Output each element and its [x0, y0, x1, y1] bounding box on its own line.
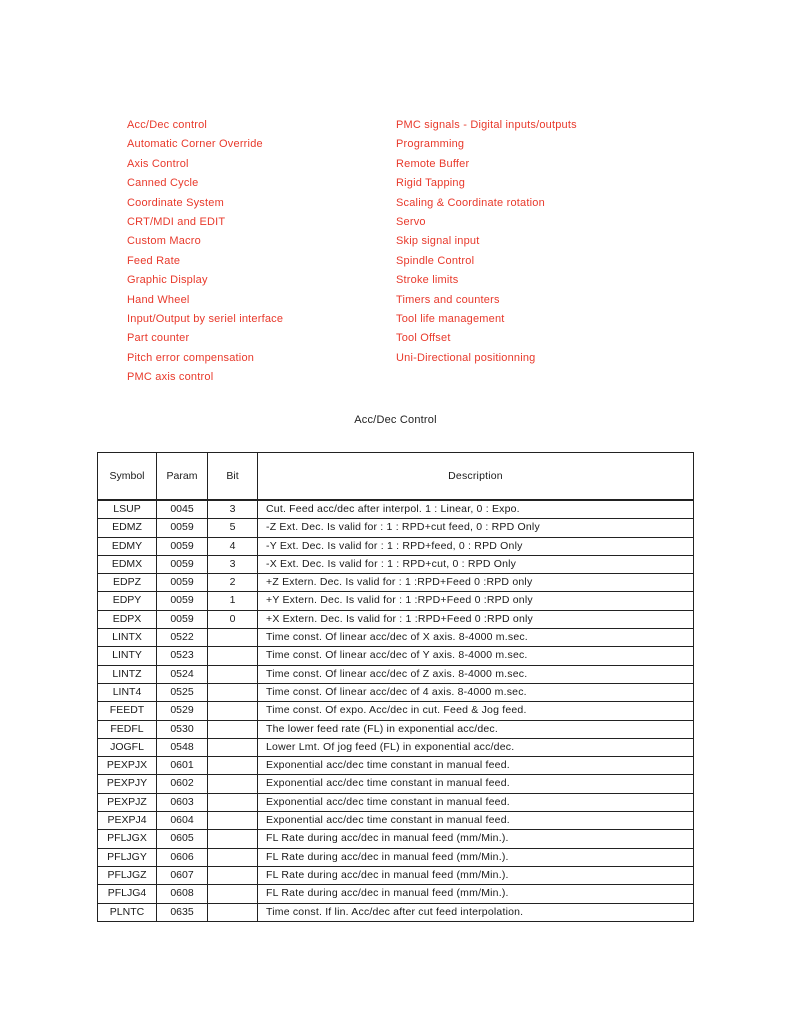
- cell-symbol: EDMY: [98, 537, 157, 555]
- topic-link[interactable]: Servo: [396, 215, 426, 228]
- topic-link[interactable]: Tool life management: [396, 312, 505, 325]
- cell-bit: [208, 812, 258, 830]
- cell-bit: [208, 775, 258, 793]
- table-row: [98, 574, 694, 592]
- table-row: [98, 665, 694, 683]
- cell-bit: 1: [208, 592, 258, 610]
- cell-bit: 4: [208, 537, 258, 555]
- cell-param: 0522: [157, 629, 208, 647]
- table-row: [98, 812, 694, 830]
- cell-bit: [208, 793, 258, 811]
- cell-param: 0602: [157, 775, 208, 793]
- cell-bit: [208, 866, 258, 884]
- table-row: [98, 720, 694, 738]
- cell-symbol: EDMX: [98, 555, 157, 573]
- cell-bit: [208, 848, 258, 866]
- cell-description: Exponential acc/dec time constant in manual feed.: [258, 757, 694, 775]
- cell-param: 0605: [157, 830, 208, 848]
- cell-param: 0059: [157, 555, 208, 573]
- topic-link[interactable]: CRT/MDI and EDIT: [127, 215, 226, 228]
- cell-param: 0606: [157, 848, 208, 866]
- topic-link[interactable]: Feed Rate: [127, 254, 181, 267]
- cell-symbol: LINT4: [98, 683, 157, 701]
- cell-symbol: LINTX: [98, 629, 157, 647]
- topic-link[interactable]: Input/Output by seriel interface: [127, 312, 284, 325]
- table-row: [98, 592, 694, 610]
- cell-symbol: PFLJGX: [98, 830, 157, 848]
- cell-bit: 2: [208, 574, 258, 592]
- cell-param: 0603: [157, 793, 208, 811]
- cell-param: 0530: [157, 720, 208, 738]
- cell-symbol: LINTZ: [98, 665, 157, 683]
- topic-index-left-column: [127, 116, 283, 387]
- table-row: [98, 793, 694, 811]
- table-row: [98, 555, 694, 573]
- cell-description: Cut. Feed acc/dec after interpol. 1 : Linear, 0 : Expo.: [258, 500, 694, 519]
- cell-bit: [208, 665, 258, 683]
- table-row: [98, 683, 694, 701]
- cell-param: 0635: [157, 903, 208, 921]
- table-row: [98, 647, 694, 665]
- cell-param: 0059: [157, 574, 208, 592]
- cell-description: Exponential acc/dec time constant in manual feed.: [258, 793, 694, 811]
- cell-param: 0059: [157, 537, 208, 555]
- table-row: [98, 738, 694, 756]
- cell-param: 0525: [157, 683, 208, 701]
- cell-symbol: PEXPJY: [98, 775, 157, 793]
- cell-description: FL Rate during acc/dec in manual feed (mm/Min.).: [258, 885, 694, 903]
- cell-description: FL Rate during acc/dec in manual feed (mm/Min.).: [258, 848, 694, 866]
- topic-link[interactable]: Scaling & Coordinate rotation: [396, 196, 545, 209]
- table-row: [98, 848, 694, 866]
- cell-description: The lower feed rate (FL) in exponential acc/dec.: [258, 720, 694, 738]
- table-row: [98, 629, 694, 647]
- topic-link[interactable]: Axis Control: [127, 157, 189, 170]
- cell-bit: 3: [208, 500, 258, 519]
- table-header-row: [98, 453, 694, 501]
- cell-bit: [208, 757, 258, 775]
- table-row: [98, 537, 694, 555]
- cell-description: FL Rate during acc/dec in manual feed (mm/Min.).: [258, 866, 694, 884]
- topic-link[interactable]: Hand Wheel: [127, 293, 190, 306]
- cell-description: Exponential acc/dec time constant in manual feed.: [258, 812, 694, 830]
- topic-link[interactable]: Tool Offset: [396, 332, 451, 345]
- topic-link[interactable]: PMC axis control: [127, 371, 214, 384]
- cell-symbol: FEEDT: [98, 702, 157, 720]
- cell-param: 0523: [157, 647, 208, 665]
- cell-param: 0524: [157, 665, 208, 683]
- header-param: Param: [157, 453, 208, 501]
- topic-link[interactable]: Canned Cycle: [127, 177, 199, 190]
- parameter-table: [97, 452, 694, 922]
- cell-description: -Z Ext. Dec. Is valid for : 1 : RPD+cut feed, 0 : RPD Only: [258, 519, 694, 537]
- cell-symbol: FEDFL: [98, 720, 157, 738]
- topic-link[interactable]: Part counter: [127, 332, 190, 345]
- cell-description: +Z Extern. Dec. Is valid for : 1 :RPD+Feed 0 :RPD only: [258, 574, 694, 592]
- cell-description: Time const. Of linear acc/dec of Y axis. 8-4000 m.sec.: [258, 647, 694, 665]
- topic-link[interactable]: Timers and counters: [396, 293, 500, 306]
- cell-param: 0548: [157, 738, 208, 756]
- table-row: [98, 885, 694, 903]
- cell-description: +X Extern. Dec. Is valid for : 1 :RPD+Feed 0 :RPD only: [258, 610, 694, 628]
- cell-symbol: PFLJGY: [98, 848, 157, 866]
- topic-link[interactable]: Custom Macro: [127, 235, 201, 248]
- cell-bit: [208, 647, 258, 665]
- cell-description: Lower Lmt. Of jog feed (FL) in exponential acc/dec.: [258, 738, 694, 756]
- cell-param: 0059: [157, 519, 208, 537]
- cell-description: Time const. Of linear acc/dec of Z axis. 8-4000 m.sec.: [258, 665, 694, 683]
- cell-symbol: PFLJG4: [98, 885, 157, 903]
- topic-link[interactable]: Programming: [396, 138, 465, 151]
- cell-param: 0601: [157, 757, 208, 775]
- cell-symbol: PEXPJX: [98, 757, 157, 775]
- cell-param: 0608: [157, 885, 208, 903]
- table-row: [98, 866, 694, 884]
- cell-symbol: PLNTC: [98, 903, 157, 921]
- cell-param: 0059: [157, 592, 208, 610]
- topic-link[interactable]: Stroke limits: [396, 274, 459, 287]
- cell-symbol: EDPY: [98, 592, 157, 610]
- table-row: [98, 903, 694, 921]
- cell-bit: [208, 629, 258, 647]
- cell-param: 0059: [157, 610, 208, 628]
- cell-symbol: EDPX: [98, 610, 157, 628]
- cell-bit: 5: [208, 519, 258, 537]
- topic-link[interactable]: Pitch error compensation: [127, 351, 255, 364]
- topic-link[interactable]: Acc/Dec control: [127, 119, 208, 131]
- topic-index-right-column: [396, 116, 577, 368]
- cell-symbol: JOGFL: [98, 738, 157, 756]
- cell-bit: [208, 720, 258, 738]
- cell-description: Time const. Of linear acc/dec of X axis. 8-4000 m.sec.: [258, 629, 694, 647]
- section-title: Acc/Dec Control: [354, 414, 437, 426]
- cell-bit: [208, 738, 258, 756]
- cell-description: Time const. If lin. Acc/dec after cut feed interpolation.: [258, 903, 694, 921]
- header-symbol: Symbol: [98, 453, 157, 501]
- table-row: [98, 757, 694, 775]
- topic-link[interactable]: Uni-Directional positionning: [396, 351, 536, 364]
- cell-symbol: LINTY: [98, 647, 157, 665]
- table-row: [98, 702, 694, 720]
- cell-description: Time const. Of expo. Acc/dec in cut. Feed & Jog feed.: [258, 702, 694, 720]
- cell-symbol: PFLJGZ: [98, 866, 157, 884]
- cell-description: +Y Extern. Dec. Is valid for : 1 :RPD+Feed 0 :RPD only: [258, 592, 694, 610]
- cell-symbol: EDPZ: [98, 574, 157, 592]
- topic-link[interactable]: Automatic Corner Override: [127, 138, 263, 151]
- cell-symbol: PEXPJZ: [98, 793, 157, 811]
- cell-bit: 0: [208, 610, 258, 628]
- cell-symbol: EDMZ: [98, 519, 157, 537]
- topic-link[interactable]: Coordinate System: [127, 196, 224, 209]
- cell-description: Time const. Of linear acc/dec of 4 axis. 8-4000 m.sec.: [258, 683, 694, 701]
- cell-description: FL Rate during acc/dec in manual feed (mm/Min.).: [258, 830, 694, 848]
- cell-description: -Y Ext. Dec. Is valid for : 1 : RPD+feed, 0 : RPD Only: [258, 537, 694, 555]
- cell-description: Exponential acc/dec time constant in manual feed.: [258, 775, 694, 793]
- cell-bit: [208, 702, 258, 720]
- cell-param: 0529: [157, 702, 208, 720]
- cell-param: 0045: [157, 500, 208, 519]
- cell-param: 0604: [157, 812, 208, 830]
- header-bit: Bit: [208, 453, 258, 501]
- cell-symbol: PEXPJ4: [98, 812, 157, 830]
- topic-link[interactable]: Remote Buffer: [396, 157, 470, 170]
- cell-bit: [208, 683, 258, 701]
- topic-link[interactable]: Skip signal input: [396, 235, 480, 248]
- topic-link[interactable]: PMC signals - Digital inputs/outputs: [396, 119, 577, 131]
- table-row: [98, 830, 694, 848]
- table-row: [98, 775, 694, 793]
- header-description: Description: [258, 453, 694, 501]
- cell-bit: [208, 830, 258, 848]
- topic-link[interactable]: Spindle Control: [396, 254, 475, 267]
- cell-symbol: LSUP: [98, 500, 157, 519]
- table-row: [98, 519, 694, 537]
- table-body: [98, 500, 694, 921]
- table-row: [98, 500, 694, 519]
- cell-bit: [208, 903, 258, 921]
- table-row: [98, 610, 694, 628]
- topic-link[interactable]: Rigid Tapping: [396, 177, 466, 190]
- topic-link[interactable]: Graphic Display: [127, 274, 208, 287]
- cell-bit: [208, 885, 258, 903]
- cell-param: 0607: [157, 866, 208, 884]
- cell-description: -X Ext. Dec. Is valid for : 1 : RPD+cut, 0 : RPD Only: [258, 555, 694, 573]
- cell-bit: 3: [208, 555, 258, 573]
